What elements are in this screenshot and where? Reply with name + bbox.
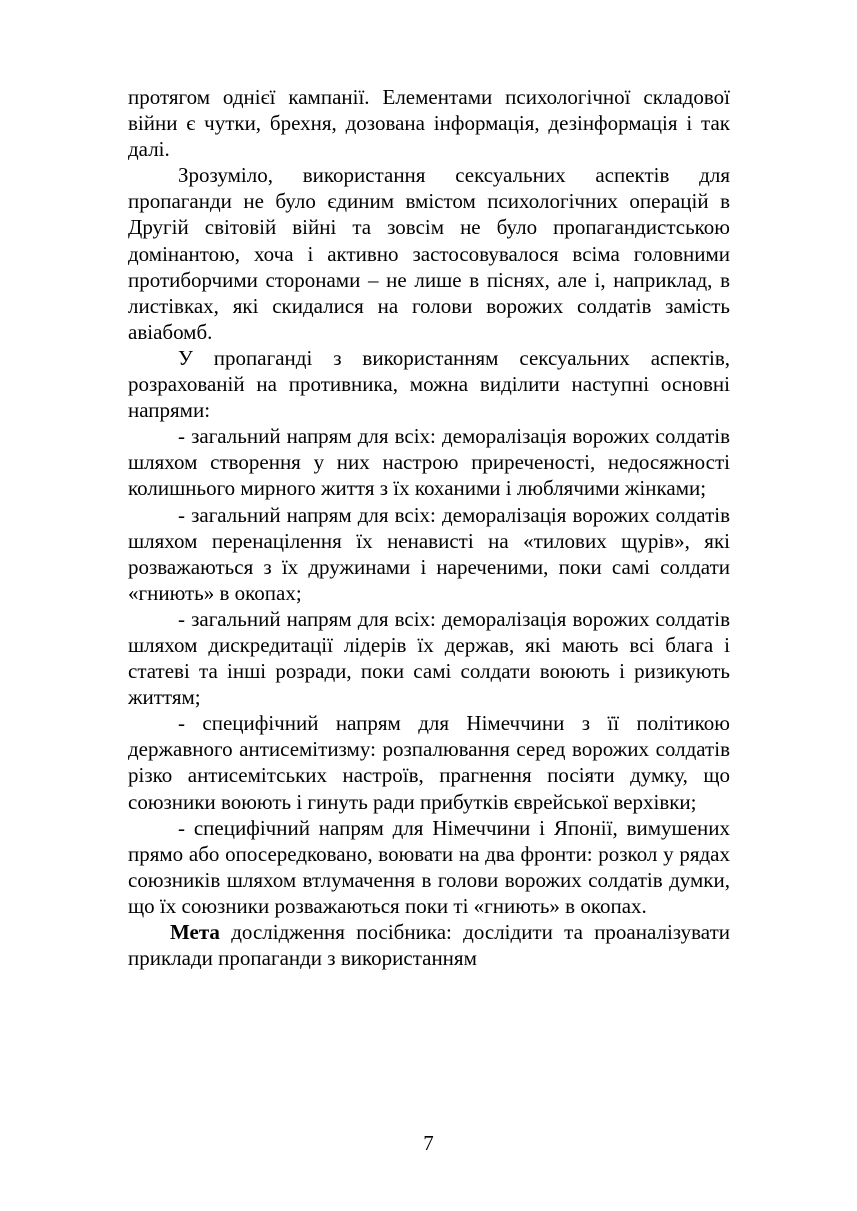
paragraph-propaganda-directions-intro: У пропаганді з використанням сексуальних аспектів, розрахованій на противника, можна виділити наступні основні напрями: [128,345,730,423]
list-item: - специфічний напрям для Німеччини і Японії, вимушених прямо або опосередковано, воювати на два фронти: розкол у рядах союзників шляхом втлумачення в голови ворожих солдатів думки, що їх союзники розважаються поки ті «гниють» в окопах. [128,815,730,918]
aim-text: дослідження посібника: дослідити та проаналізувати приклади пропаганди з використанням [128,920,730,971]
list-item: - загальний напрям для всіх: деморалізація ворожих солдатів шляхом перенацілення їх ненависті на «тилових щурів», які розважаються з їх дружинами і нареченими, поки самі солдати «гниють» в окопах; [128,502,730,605]
list-item: - специфічний напрям для Німеччини з її політикою державного антисемітизму: розпалювання серед ворожих солдатів різко антисемітських настроїв, прагнення посіяти думку, що союзники воюють і гинуть ради прибутків єврейської верхівки; [128,711,730,814]
aim-label: Мета [170,920,220,944]
list-item: - загальний напрям для всіх: деморалізація ворожих солдатів шляхом дискредитації лідерів їх держав, які мають всі блага і статеві та інші розради, поки самі солдати воюють і ризикують життям; [128,606,730,710]
page-number: 7 [423,1131,434,1155]
list-item: - загальний напрям для всіх: деморалізація ворожих солдатів шляхом створення у них настрою приреченості, недосяжності колишнього мирного життя з їх коханими і люблячими жінками; [128,424,730,501]
paragraph-continuation: протягом однієї кампанії. Елементами психологічної складової війни є чутки, брехня, дозована інформація, дезінформація і так далі. [128,85,730,162]
document-page [128,84,730,971]
paragraph-sexual-aspects-usage: Зрозуміло, використання сексуальних аспектів для пропаганди не було єдиним вмістом психологічних операцій в Другій світовій війні та зовсім не було пропагандистською домінантою, хоча і активно застосовувалося всіма головними протиборчими сторонами – не лише в піснях, але і, наприклад, в листівках, які скидалися на голови ворожих солдатів замість авіабомб. [128,163,730,344]
paragraph-aim [128,919,730,971]
